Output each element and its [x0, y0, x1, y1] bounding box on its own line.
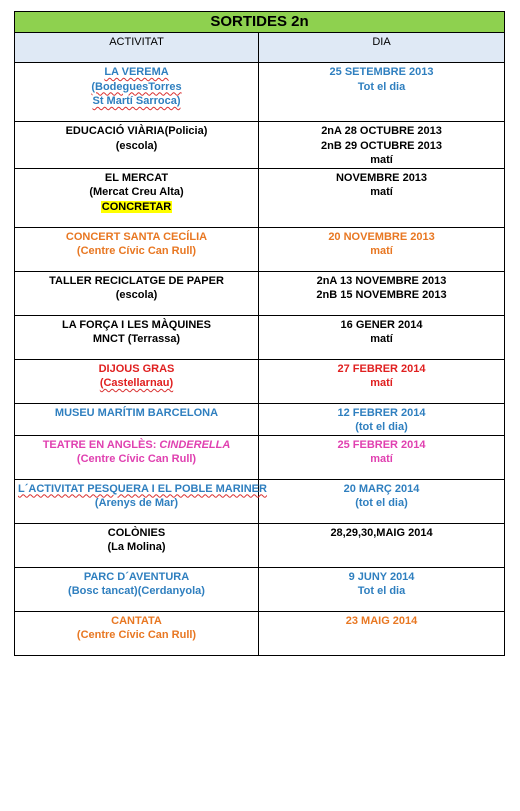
date-line: 23 MAIG 2014 [345, 614, 418, 627]
date-line: matí [370, 186, 393, 198]
activity-name: PARC D´AVENTURA [83, 570, 190, 583]
date-cell [259, 403, 505, 435]
date-line: 16 GENER 2014 [340, 318, 423, 331]
table-row [15, 359, 505, 403]
activity-cell [15, 227, 259, 271]
date-line: Tot el dia [357, 585, 406, 597]
activity-place: (Bosc tancat)(Cerdanyola) [68, 585, 205, 597]
date-line: 2nA 13 NOVEMBRE 2013 [316, 274, 447, 287]
table-row [15, 435, 505, 479]
table-row [15, 122, 505, 169]
activity-name: EDUCACIÓ VIÀRIA(Policia) [65, 125, 208, 137]
activity-name: TEATRE EN ANGLÈS: [42, 438, 160, 451]
table-row [15, 227, 505, 271]
activity-place: (Centre Cívic Can Rull) [76, 245, 197, 257]
pending-highlight: CONCRETAR [101, 200, 172, 213]
date-line: 2nA 28 OCTUBRE 2013 [321, 125, 442, 137]
date-line: 2nB 29 OCTUBRE 2013 [320, 139, 443, 152]
date-cell [259, 227, 505, 271]
date-line: 20 NOVEMBRE 2013 [328, 230, 435, 243]
activity-place: (escola) [115, 289, 158, 301]
date-line: 20 MARÇ 2014 [343, 482, 420, 495]
activity-name: L´ACTIVITAT PESQUERA I EL POBLE MARINER [18, 482, 267, 495]
date-cell [259, 435, 505, 479]
activity-cell [15, 122, 259, 169]
date-line: 25 SETEMBRE 2013 [329, 66, 434, 78]
table-row [15, 168, 505, 227]
date-cell [259, 523, 505, 567]
activity-name: CANTATA [111, 614, 162, 627]
date-line: Tot el dia [357, 80, 406, 93]
table-row [15, 523, 505, 567]
date-cell [259, 63, 505, 122]
date-line: NOVEMBRE 2013 [335, 171, 428, 184]
table-row [15, 315, 505, 359]
table-row [15, 271, 505, 315]
date-line: (tot el dia) [355, 497, 408, 509]
date-cell [259, 122, 505, 169]
activity-name: MUSEU MARÍTIM BARCELONA [54, 406, 219, 419]
date-cell [259, 479, 505, 523]
activity-name: LA FORÇA I LES MÀQUINES [62, 318, 211, 331]
activity-place: MNCT (Terrassa) [92, 333, 181, 345]
activity-cell [15, 63, 259, 122]
activity-place: (Mercat Creu Alta) [89, 186, 184, 198]
activity-place: St Martí Sarroca) [92, 95, 181, 107]
table-row [15, 63, 505, 122]
table-row [15, 403, 505, 435]
date-line: 25 FEBRER 2014 [337, 438, 426, 451]
activity-cell [15, 567, 259, 611]
activity-place: (Castellarnau) [99, 377, 174, 389]
date-cell [259, 315, 505, 359]
date-line: 2nB 15 NOVEMBRE 2013 [316, 289, 447, 301]
table-title: SORTIDES 2n [15, 12, 505, 33]
table-row [15, 479, 505, 523]
activity-cell [15, 168, 259, 227]
date-line: matí [370, 245, 393, 257]
activity-name: LA VEREMA [104, 66, 169, 78]
activity-place: (BodeguesTorres [91, 80, 182, 93]
column-header-activity: ACTIVITAT [15, 33, 259, 63]
date-line: 12 FEBRER 2014 [337, 406, 426, 419]
date-line: matí [370, 154, 393, 166]
activity-place: (La Molina) [107, 541, 166, 553]
activity-name: CONCERT SANTA CECÍLIA [65, 230, 208, 243]
date-cell [259, 567, 505, 611]
date-line: 27 FEBRER 2014 [337, 362, 426, 375]
activity-place: (Centre Cívic Can Rull) [76, 629, 197, 641]
activity-name: EL MERCAT [104, 171, 169, 184]
activity-cell [15, 359, 259, 403]
column-header-date: DIA [259, 33, 505, 63]
activity-place: (Centre Cívic Can Rull) [76, 453, 197, 465]
activity-cell [15, 611, 259, 655]
date-line: matí [370, 453, 393, 465]
activity-cell [15, 435, 259, 479]
activity-cell [15, 523, 259, 567]
activity-name: DIJOUS GRAS [98, 362, 175, 375]
date-line: (tot el dia) [355, 421, 408, 433]
outings-table [14, 11, 505, 656]
activity-title-italic: CINDERELLA [159, 438, 231, 451]
activity-place: (Arenys de Mar) [94, 497, 179, 509]
date-line: 28,29,30,MAIG 2014 [330, 526, 433, 539]
activity-place: (escola) [115, 139, 158, 152]
date-cell [259, 271, 505, 315]
table-row [15, 611, 505, 655]
date-line: matí [370, 333, 393, 345]
date-cell [259, 359, 505, 403]
date-cell [259, 168, 505, 227]
activity-name: TALLER RECICLATGE DE PAPER [49, 274, 224, 287]
date-line: 9 JUNY 2014 [348, 570, 415, 583]
table-row [15, 567, 505, 611]
activity-cell [15, 403, 259, 435]
activity-cell [15, 271, 259, 315]
activity-cell [15, 315, 259, 359]
date-cell [259, 611, 505, 655]
date-line: matí [370, 377, 393, 389]
activity-cell [15, 479, 267, 523]
activity-name: COLÒNIES [107, 526, 166, 539]
